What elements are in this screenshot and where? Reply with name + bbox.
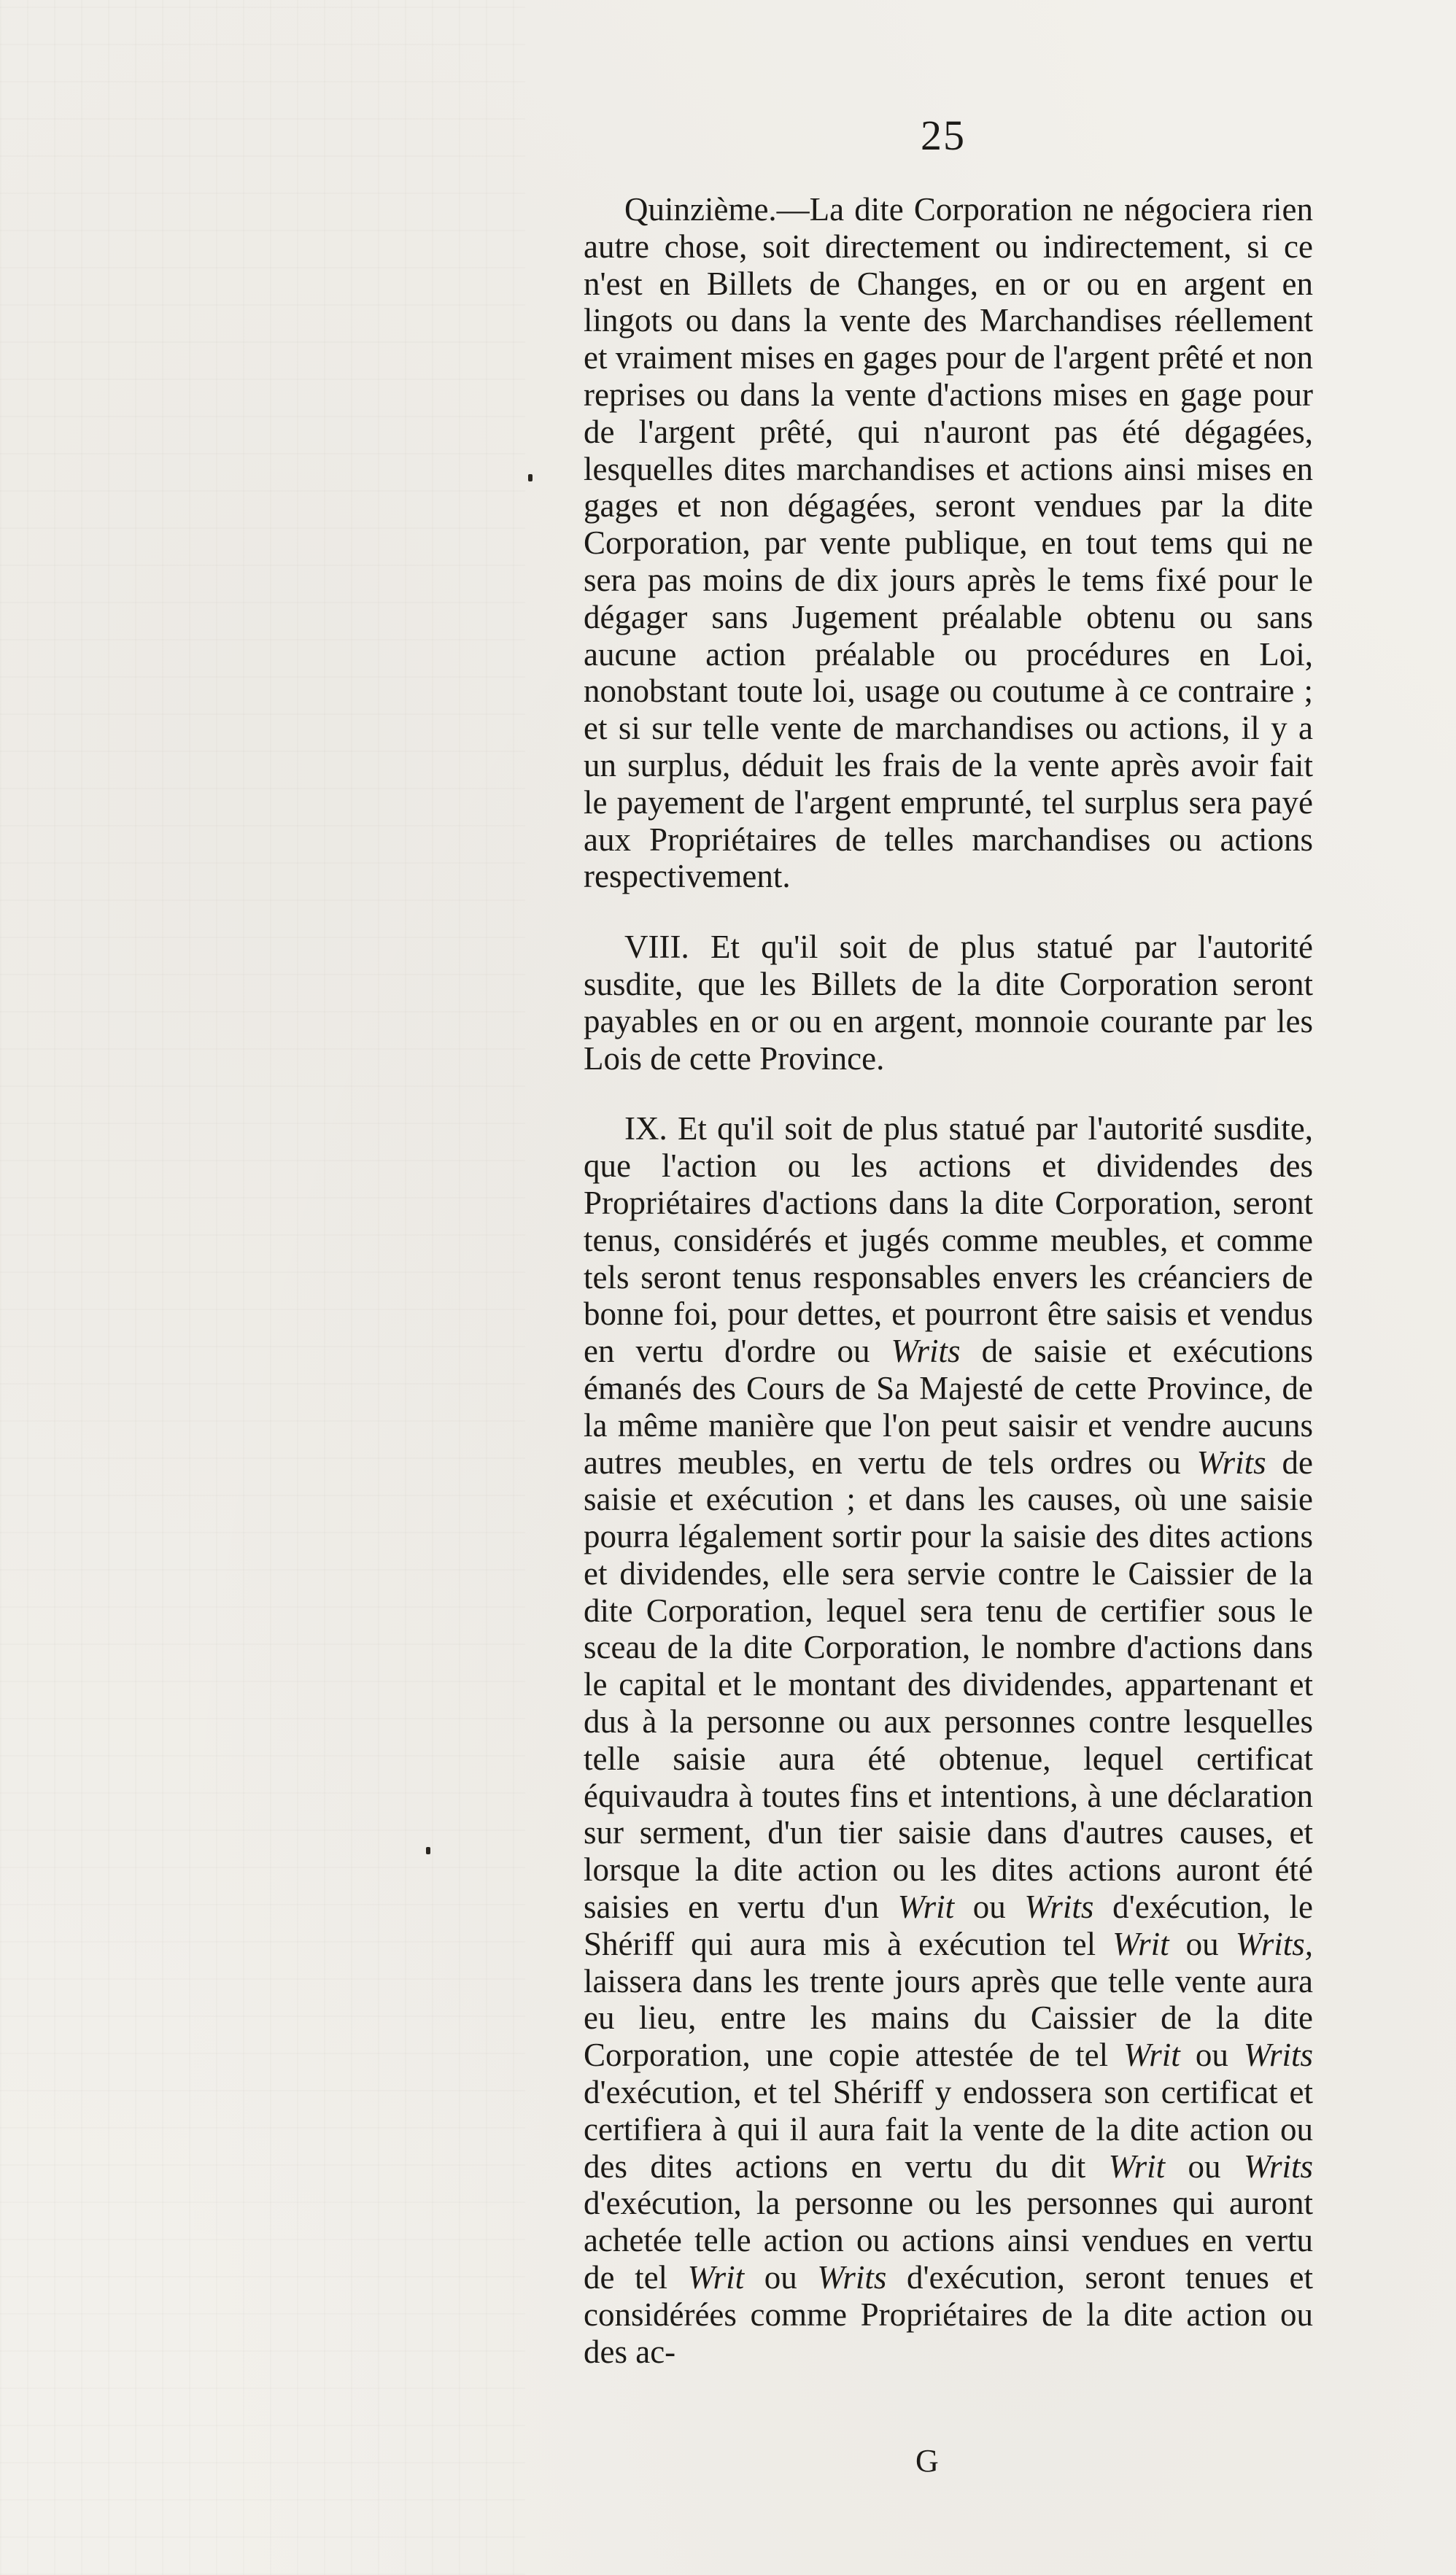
text-segment: de saisie et exécution ; et dans les causes, où une saisie pourra légalement sortir pour la saisie des dites actions et dividendes, elle sera servie contre le Caissier de la dite Corporation, lequel sera tenu de certifier sous le sceau de la dite Corporation, le nombre d'actions dans le capital et le montant des dividendes, appartenant et dus à la personne ou aux personnes contre lesquelles telle saisie aura été obtenue, lequel certificat équivaudra à toutes fins et intentions, à une déclaration sur serment, d'un tier saisie dans d'autres causes, et lorsque la dite action ou les dites actions auront été saisies en vertu d'un — [584, 1444, 1313, 1926]
text-segment: ou — [744, 2259, 818, 2296]
italic-term: Writs — [891, 1333, 961, 1370]
italic-term: Writs — [817, 2259, 887, 2296]
italic-term: Writs — [1243, 2037, 1314, 2074]
italic-term: Writ — [1112, 1925, 1169, 1962]
italic-term: Writs, — [1235, 1925, 1313, 1962]
text-segment: ou — [1180, 2037, 1244, 2074]
italic-term: Writ — [897, 1889, 955, 1926]
paragraph-text: Quinzième.—La dite Corporation ne négociera rien autre chose, soit directement ou indirectement, si ce n'est en Billets de Changes, en or ou en argent en lingots ou dans la vente des Marchandises réellement et vraiment mises en gages pour de l'argent prêté et non reprises ou dans la vente d'actions mises en gage pour de l'argent prêté, qui n'auront pas été dégagées, lesquelles dites marchandises et actions ainsi mises en gages et non dégagées, seront vendues par la dite Corporation, par vente publique, en tout tems qui ne sera pas moins de dix jours après le tems fixé pour le dégager sans Jugement préalable obtenu ou sans aucune action préalable ou procédures en Loi, nonobstant toute loi, usage ou coutume à ce contraire ; et si sur telle vente de marchandises ou actions, il y a un surplus, déduit les frais de la vente après avoir fait le payement de l'argent emprunté, tel surplus sera payé aux Propriétaires de telles marchandises ou actions respectivement. — [584, 191, 1313, 895]
italic-term: Writs — [1024, 1889, 1094, 1926]
text-segment: ou — [954, 1889, 1025, 1926]
text-segment: d'exécution, la personne ou les personnes qui auront achetée telle action ou actions ainsi vendues en vertu de tel — [584, 2185, 1313, 2296]
paragraph-ix — [584, 1110, 1313, 2370]
italic-term: Writ — [1123, 2037, 1180, 2074]
italic-term: Writ — [687, 2259, 745, 2296]
paragraph-quinzieme — [584, 191, 1313, 895]
text-segment: laissera dans les trente jours après que telle vente aura eu lieu, entre les mains du Caissier de la dite Corporation, une copie attestée de tel — [584, 1962, 1313, 2074]
text-segment: IX. Et qu'il soit de plus statué par l'autorité susdite, que l'action ou les actions et dividendes des Propriétaires d'actions dans la dite Corporation, seront tenus, considérés et jugés comme meubles, et comme tels seront tenus responsables envers les créanciers de bonne foi, pour dettes, et pourront être saisis et vendus en vertu d'ordre ou — [584, 1110, 1313, 1370]
text-segment: d'exécution, et tel Shériff y endossera son certificat et certifiera à qui il aura fait la vente de la dite action ou des dites actions en vertu du dit — [584, 2074, 1313, 2185]
italic-term: Writ — [1108, 2148, 1166, 2185]
page-number: 25 — [921, 112, 966, 159]
ink-speck — [528, 474, 533, 481]
signature-mark: G — [915, 2443, 939, 2479]
paragraph-viii — [584, 929, 1313, 1077]
ink-speck — [426, 1847, 430, 1854]
text-segment: ou — [1169, 1925, 1236, 1962]
text-segment: de saisie et exécutions émanés des Cours de Sa Majesté de cette Province, de la même manière que l'on peut saisir et vendre aucuns autres meubles, en vertu de tels ordres ou — [584, 1333, 1313, 1481]
paragraph-text: VIII. Et qu'il soit de plus statué par l'autorité susdite, que les Billets de la dite Corporation seront payables en or ou en argent, monnoie courante par les Lois de cette Province. — [584, 929, 1313, 1077]
italic-term: Writs — [1243, 2148, 1313, 2185]
text-segment: ou — [1165, 2148, 1244, 2185]
italic-term: Writs — [1196, 1444, 1266, 1481]
bleed-through-texture — [0, 0, 525, 2575]
text-segment: d'exécution, seront tenues et considérées comme Propriétaires de la dite action ou des ac- — [584, 2259, 1314, 2370]
text-segment: d'exécution, le Shériff qui aura mis à exécution tel — [584, 1889, 1313, 1962]
body-text — [584, 191, 1313, 2370]
